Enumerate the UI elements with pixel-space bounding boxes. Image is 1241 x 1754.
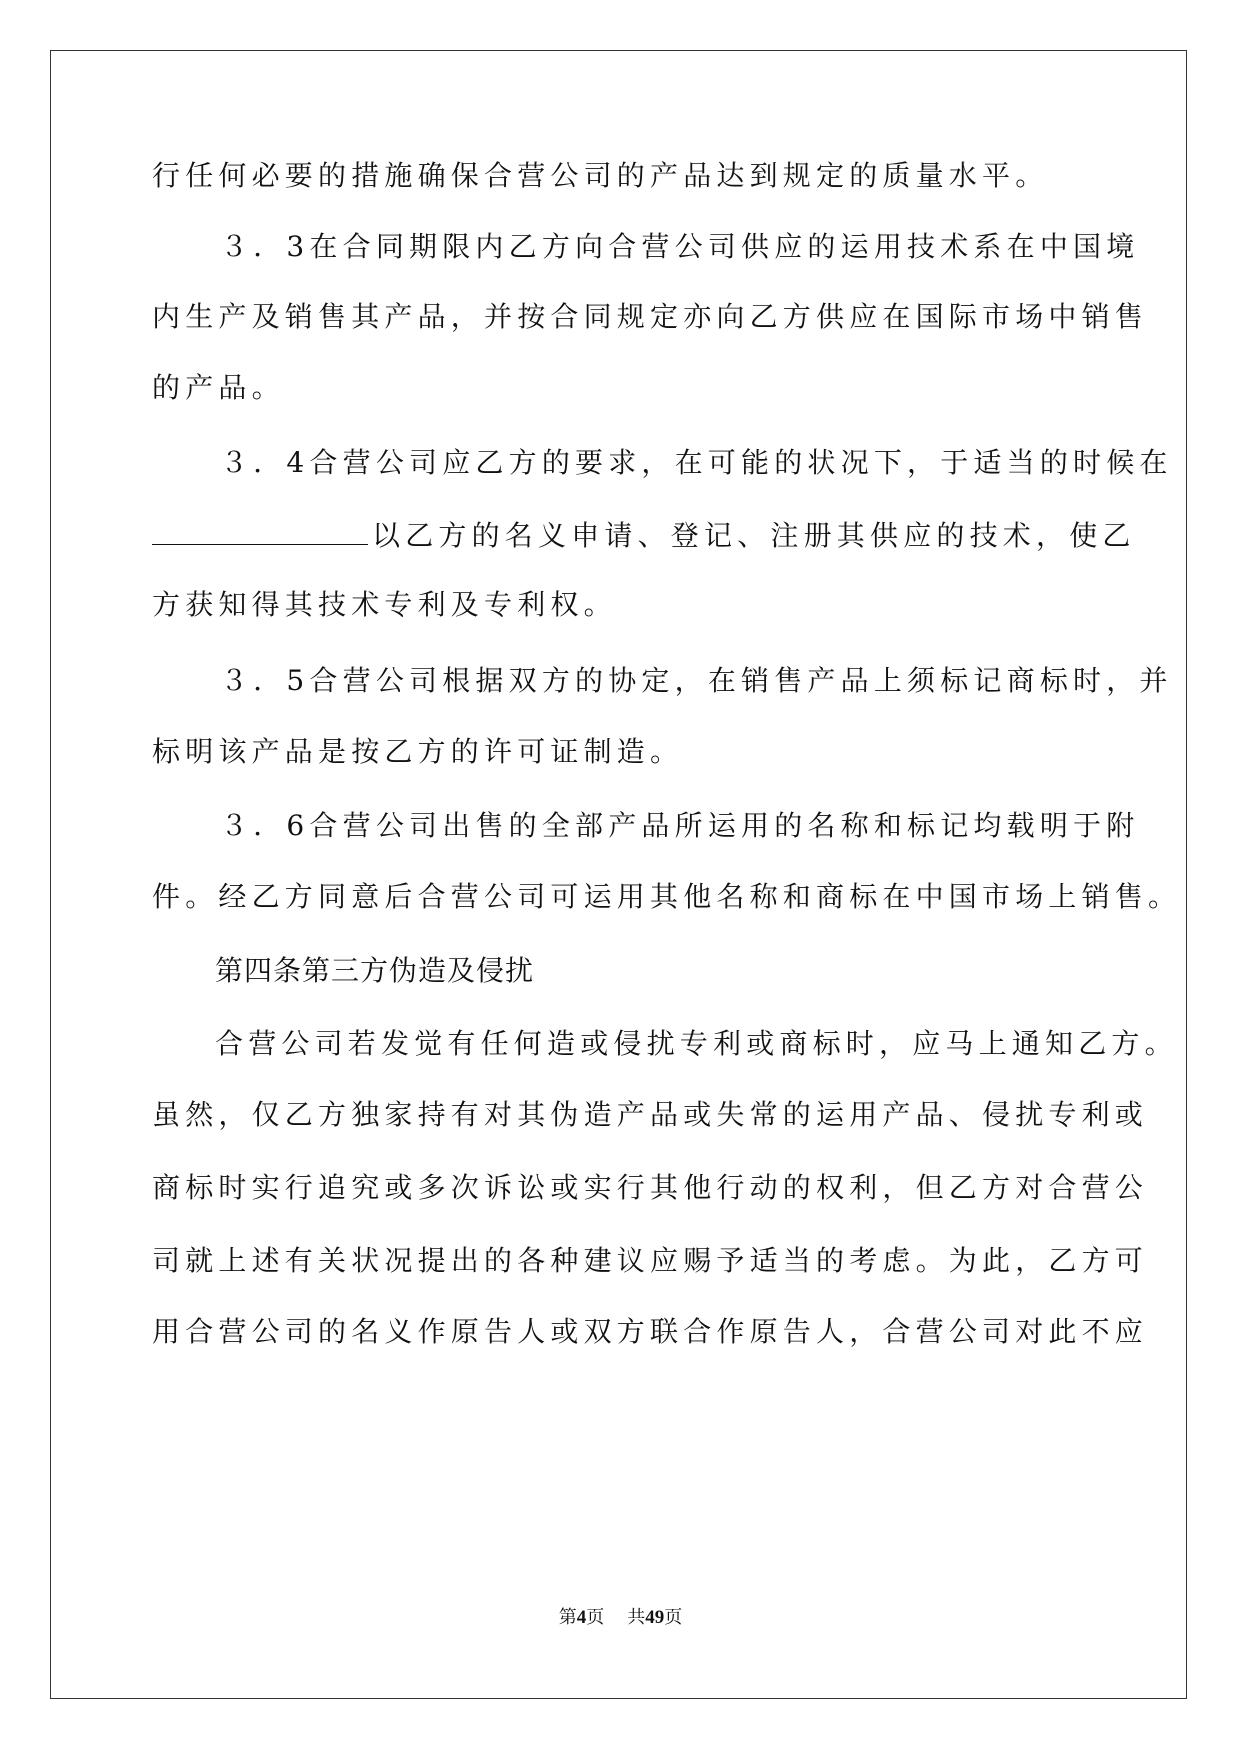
text-line-2: ３．3在合同期限内乙方向合营公司供应的运用技术系在中国境 [220, 230, 1140, 263]
text-line-6: 以乙方的名义申请、登记、注册其供应的技术，使乙 [372, 519, 1136, 552]
text-line-6-row [152, 516, 1136, 556]
total-pages: 49 [645, 1607, 665, 1628]
text-line-9: 标明该产品是按乙方的许可证制造。 [152, 735, 684, 768]
total-suffix: 页 [664, 1607, 683, 1628]
total-prefix: 共 [627, 1607, 646, 1628]
text-line-14: 虽然，仅乙方独家持有对其伪造产品或失常的运用产品、侵扰专利或 [152, 1098, 1149, 1131]
text-line-8: ３．5合营公司根据双方的协定，在销售产品上须标记商标时，并 [220, 664, 1173, 697]
fill-in-blank [152, 516, 368, 545]
text-line-7: 方获知得其技术专利及专利权。 [152, 588, 617, 621]
section-heading: 第四条第三方伪造及侵扰 [215, 954, 535, 987]
text-line-17: 用合营公司的名义作原告人或双方联合作原告人，合营公司对此不应 [152, 1315, 1149, 1348]
text-line-16: 司就上述有关状况提出的各种建议应赐予适当的考虑。为此，乙方可 [152, 1244, 1149, 1277]
text-line-11: 件。经乙方同意后合营公司可运用其他名称和商标在中国市场上销售。 [152, 880, 1182, 913]
page-prefix: 第 [558, 1607, 577, 1628]
page-footer [0, 1606, 1241, 1630]
text-line-3: 内生产及销售其产品，并按合同规定亦向乙方供应在国际市场中销售 [152, 300, 1149, 333]
text-line-10: ３．6合营公司出售的全部产品所运用的名称和标记均载明于附 [220, 809, 1140, 842]
text-line-4: 的产品。 [152, 371, 285, 404]
page-number: 4 [576, 1607, 587, 1628]
text-line-1: 行任何必要的措施确保合营公司的产品达到规定的质量水平。 [152, 159, 1049, 192]
text-line-5: ３．4合营公司应乙方的要求，在可能的状况下，于适当的时候在 [220, 446, 1173, 479]
text-line-13: 合营公司若发觉有任何造或侵扰专利或商标时，应马上通知乙方。 [215, 1027, 1178, 1060]
text-line-15: 商标时实行追究或多次诉讼或实行其他行动的权利，但乙方对合营公 [152, 1171, 1149, 1204]
page-suffix: 页 [586, 1607, 605, 1628]
